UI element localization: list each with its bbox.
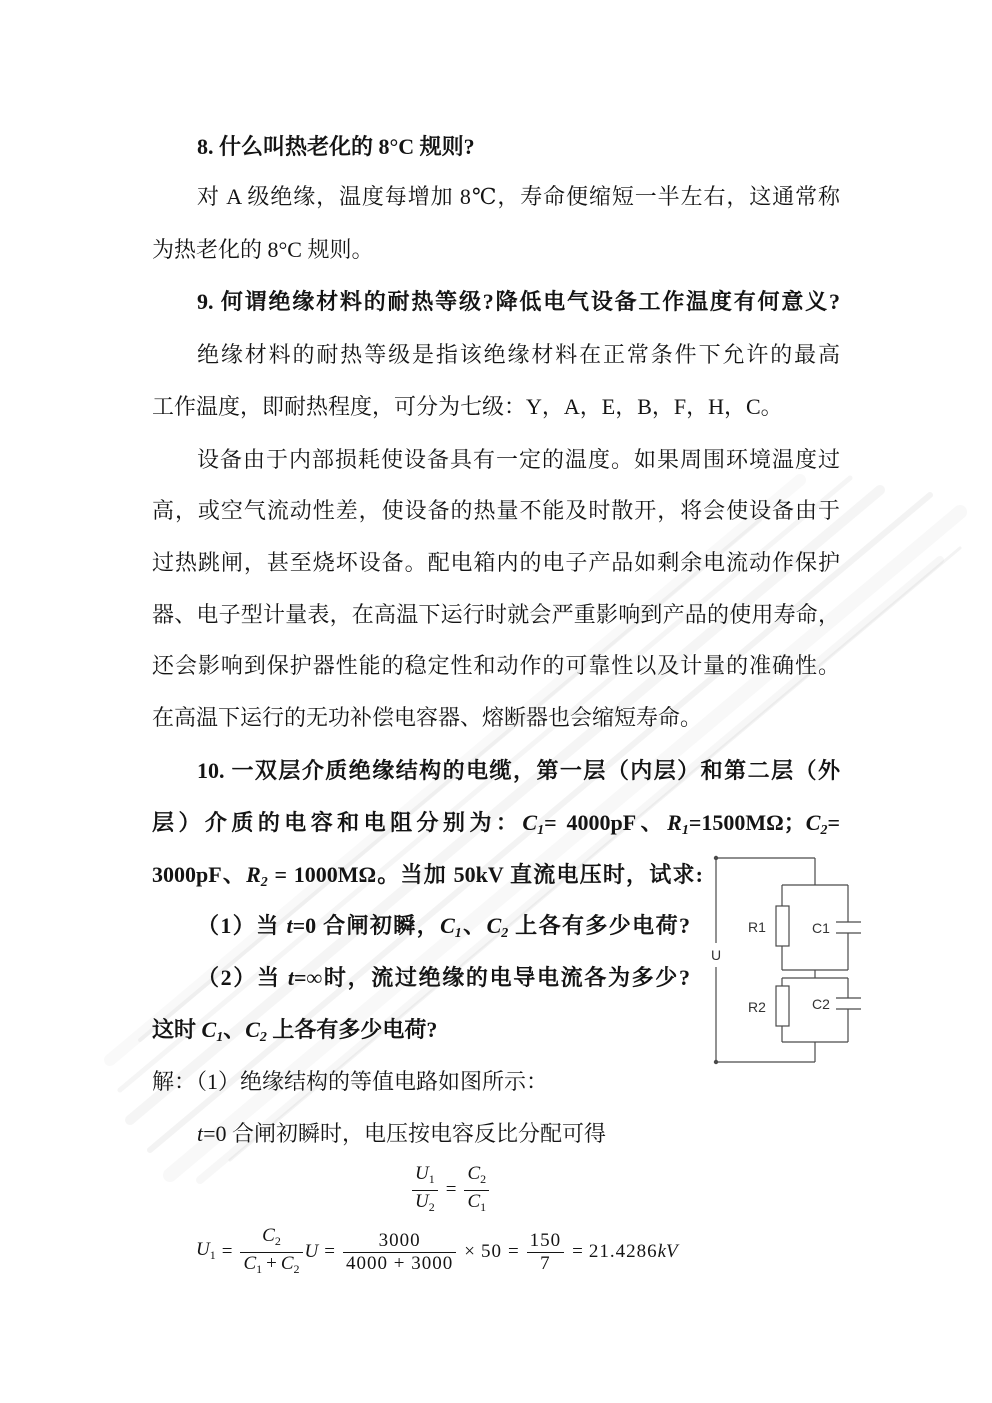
stem-text: （2）当 xyxy=(197,965,288,990)
stem-text: （1）当 xyxy=(197,913,287,938)
fraction-c2-over-c1 xyxy=(464,1163,489,1218)
q10-sub-question-1 xyxy=(197,911,690,941)
q10-sub-question-2 xyxy=(197,963,690,993)
terminal-top xyxy=(714,856,718,860)
label-r1: R1 xyxy=(748,919,766,935)
var-t: t xyxy=(286,913,293,938)
stem-text: 3000pF、 xyxy=(152,862,247,887)
subscript: 2 xyxy=(293,1261,300,1276)
var-symbol: C xyxy=(467,1190,481,1212)
numerator xyxy=(240,1225,302,1253)
subscript: 2 xyxy=(274,1233,281,1248)
equals-sign: = xyxy=(221,1241,233,1262)
equivalent-circuit-diagram xyxy=(700,845,875,1075)
equals-sign: = xyxy=(507,1241,519,1262)
var-symbol: C xyxy=(245,1017,260,1042)
subscript: 2 xyxy=(501,926,509,941)
q10-stem-line xyxy=(152,808,840,838)
stem-text: =1500MΩ； xyxy=(688,810,806,835)
plus-sign: + xyxy=(266,1252,277,1274)
var-c2 xyxy=(486,913,509,941)
fraction-c2-over-c1-plus-c2 xyxy=(240,1225,302,1280)
q9-para2-line: 器、电子型计量表，在高温下运行时就会严重影响到产品的使用寿命， xyxy=(152,602,840,627)
label-r2: R2 xyxy=(748,999,766,1015)
var-symbol: U xyxy=(196,1238,210,1260)
q9-para2-line: 还会影响到保护器性能的稳定性和动作的可靠性以及计量的准确性。 xyxy=(152,653,840,678)
subscript: 2 xyxy=(480,1171,487,1186)
subscript: 2 xyxy=(820,823,828,838)
denominator: 7 xyxy=(540,1252,551,1274)
q9-para2-line: 在高温下运行的无功补偿电容器、熔断器也会缩短寿命。 xyxy=(152,705,703,730)
solution-line xyxy=(197,1119,606,1149)
stem-text: = 1000MΩ。当加 50kV 直流电压时，试求: xyxy=(267,862,703,887)
resistor-r2 xyxy=(776,986,789,1026)
var-r2 xyxy=(246,862,268,890)
subscript: 2 xyxy=(428,1199,435,1214)
times-sign: × xyxy=(464,1241,475,1262)
numerator xyxy=(412,1163,438,1191)
q8-answer-line: 对 A 级绝缘，温度每增加 8℃，寿命便缩短一半左右，这通常称 xyxy=(197,184,840,209)
var-r1 xyxy=(667,810,689,838)
subscript: 2 xyxy=(259,1030,267,1045)
voltage-u1-formula xyxy=(196,1224,678,1276)
var-symbol: C xyxy=(262,1224,275,1246)
numerator xyxy=(464,1163,489,1191)
q9-para2-line: 过热跳闸，甚至烧坏设备。配电箱内的电子产品如剩余电流动作保护 xyxy=(152,550,840,575)
var-symbol: C xyxy=(805,810,821,835)
stem-text: =0 合闸初瞬， xyxy=(292,913,441,938)
q10-sub-question-2-continued xyxy=(152,1015,437,1045)
var-c1 xyxy=(522,810,545,838)
var-t: t xyxy=(287,965,294,990)
subscript: 1 xyxy=(428,1171,435,1186)
resistor-r1 xyxy=(776,906,789,946)
equals-sign: = xyxy=(324,1241,335,1262)
q9-para2-line: 高，或空气流动性差，使设备的热量不能及时散开，将会使设备由于 xyxy=(152,498,840,523)
var-symbol: C xyxy=(467,1162,481,1184)
stem-text: 上各有多少电荷? xyxy=(266,1017,438,1042)
q9-para2-line: 设备由于内部损耗使设备具有一定的温度。如果周围环境温度过 xyxy=(197,447,840,472)
label-c2: C2 xyxy=(812,996,830,1012)
stem-text: =∞时，流过绝缘的电导电流各为多少? xyxy=(294,965,690,990)
var-c2 xyxy=(245,1017,267,1045)
q9-para1-line: 绝缘材料的耐热等级是指该绝缘材料在正常条件下允许的最高 xyxy=(197,342,840,367)
voltage-ratio-formula xyxy=(410,1162,491,1214)
stem-text: 这时 xyxy=(152,1017,202,1042)
fraction-150-over-7 xyxy=(527,1230,565,1275)
subscript: 1 xyxy=(480,1199,487,1214)
var-symbol: U xyxy=(415,1190,429,1212)
stem-text: 、 xyxy=(223,1017,246,1042)
fraction-u1-over-u2 xyxy=(412,1163,438,1218)
var-symbol: C xyxy=(486,913,502,938)
denominator xyxy=(412,1191,438,1218)
var-symbol: C xyxy=(522,810,538,835)
denominator xyxy=(240,1253,302,1280)
equals-sign: = xyxy=(572,1241,583,1262)
var-symbol: C xyxy=(201,1017,217,1042)
q8-title: 8. 什么叫热老化的 8°C 规则? xyxy=(197,134,475,159)
subscript: 2 xyxy=(260,875,268,890)
var-symbol: C xyxy=(440,913,455,938)
numerator: 3000 xyxy=(343,1230,456,1253)
result-value: 21.4286 xyxy=(588,1241,658,1262)
denominator: 4000 + 3000 xyxy=(346,1252,454,1274)
subscript: 1 xyxy=(681,823,689,838)
subscript: 1 xyxy=(216,1030,224,1045)
stem-text: = xyxy=(827,810,840,835)
q9-title: 9. 何谓绝缘材料的耐热等级?降低电气设备工作温度有何意义? xyxy=(197,289,840,314)
var-t: t xyxy=(197,1121,204,1146)
stem-text: = 4000pF、 xyxy=(544,810,668,835)
q9-para1-line: 工作温度，即耐热程度，可分为七级：Y，A，E，B，F，H，C。 xyxy=(152,394,783,419)
var-symbol: R xyxy=(246,862,261,887)
subscript: 1 xyxy=(209,1247,216,1262)
factor-value: 50 xyxy=(480,1241,502,1262)
equals-sign: = xyxy=(445,1179,457,1200)
subscript: 1 xyxy=(454,926,462,941)
var-symbol: R xyxy=(667,810,682,835)
subscript: 1 xyxy=(537,823,545,838)
q10-stem-line xyxy=(152,860,703,890)
var-c1 xyxy=(440,913,462,941)
label-u: U xyxy=(710,947,722,963)
q8-answer-line: 为热老化的 8°C 规则。 xyxy=(152,237,374,262)
var-symbol: U xyxy=(415,1162,429,1184)
q10-stem-line: 10. 一双层介质绝缘结构的电缆，第一层（内层）和第二层（外 xyxy=(197,758,840,783)
var-u: U xyxy=(304,1241,319,1262)
terminal-bottom xyxy=(714,1060,718,1064)
stem-text: 层）介质的电容和电阻分别为： xyxy=(152,810,523,835)
var-symbol: C xyxy=(243,1252,257,1274)
numerator: 150 xyxy=(527,1230,565,1253)
stem-text: 上各有多少电荷? xyxy=(508,913,690,938)
label-c1: C1 xyxy=(812,920,830,936)
solution-text: =0 合闸初瞬时，电压按电容反比分配可得 xyxy=(203,1121,607,1146)
solution-line: 解：（1）绝缘结构的等值电路如图所示： xyxy=(152,1069,549,1094)
var-symbol: C xyxy=(280,1252,294,1274)
var-c2 xyxy=(805,810,828,838)
fraction-3000-over-7000 xyxy=(343,1230,456,1275)
result-unit: kV xyxy=(657,1241,678,1262)
var-c1 xyxy=(201,1017,224,1045)
var-u1 xyxy=(196,1239,216,1266)
denominator xyxy=(464,1191,489,1218)
stem-text: 、 xyxy=(461,913,487,938)
subscript: 1 xyxy=(256,1261,263,1276)
